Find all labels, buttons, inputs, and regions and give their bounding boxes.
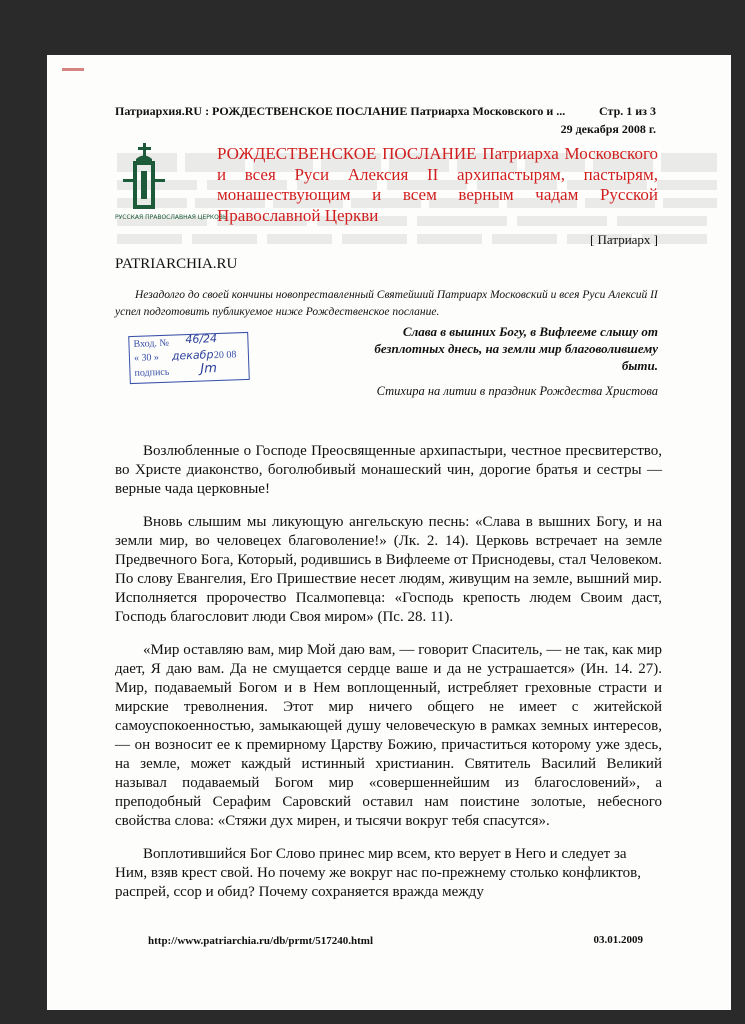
paragraph: Вновь слышим мы ликующую ангельскую песнь: «Слава в вышних Богу, и на земли мир, во человецех благоволение!» (Лк. 2. 14). Церковь встречает на земле Предвечного Бога, Который, родившись в Вифлееме от Приснодевы, стал Человеком. По слову Евангелия, Его Пришествие несет людям, живущим на земле, вышний мир. Исполняется пророчество Псалмопевца: «Господь крепость людем Своим даст, Господь благословит люди Своя миром» (Пс. 28. 11). <box>115 514 662 625</box>
stamp-day: « 30 » <box>133 352 160 364</box>
print-date: 29 декабря 2008 г. <box>560 122 656 136</box>
page-number: Стр. 1 из 3 <box>599 104 656 118</box>
print-header: Патриархия.RU : РОЖДЕСТВЕНСКОЕ ПОСЛАНИЕ Патриарха Московского и ... <box>115 104 566 118</box>
stamp-year: 20 08 <box>213 349 237 362</box>
footer-date: 03.01.2009 <box>593 934 643 946</box>
stamp-number: 46/24 <box>185 332 218 347</box>
site-name: PATRIARCHIA.RU <box>115 256 238 272</box>
epigraph: Слава в вышних Богу, в Вифлееме слышу от безплотных днесь, на земли мир благоволившему быти. <box>374 324 658 373</box>
message-body <box>115 442 662 916</box>
stamp-label-signature: подпись <box>134 366 170 379</box>
paragraph: Возлюбленные о Господе Преосвященные архипастыри, честное пресвитерство, во Христе диаконство, боголюбивый монашеский чин, дорогие братья и сестры — верные чада церковные! <box>115 443 662 497</box>
incoming-stamp <box>128 332 250 384</box>
church-logo <box>115 143 228 229</box>
epigraph-source: Стихира на литии в праздник Рождества Христова <box>376 384 658 398</box>
paragraph: «Мир оставляю вам, мир Мой даю вам, — говорит Спаситель, — не так, как мир дает, Я даю вам. Да не смущается сердце ваше и да не устрашается» (Ин. 14. 27). Мир, подаваемый Богом и в Нем воплощенный, истребляет греховные страсти и мирские треволнения. Этот мир ничего общего не имеет с житейской самоуспокоенностью, замыкающей душу человеческую в рамках земных интересов, — он возносит ее к премирному Царству Божию, причаститься которому уже здесь, на земле, может каждый истинный христианин. Святитель Василий Великий называл подаваемый Богом мир «совершеннейшим из благословений», а преподобный Серафим Саровский оставил нам поистине золотые, небесного свойства слова: «Стяжи дух мирен, и тысячи вокруг тебя спасутся». <box>115 642 662 829</box>
paragraph: Воплотившийся Бог Слово принес мир всем, кто верует в Него и следует за Ним, взяв крест свой. Но почему же вокруг нас по-прежнему столько конфликтов, распрей, ссор и обид? Почему сохраняется вражда между <box>115 846 641 900</box>
document-title: РОЖДЕСТВЕНСКОЕ ПОСЛАНИЕ Патриарха Московского и всея Руси Алексия II архипастырям, пастырям, монашествующим и всем верным чадам Русской Православной Церкви <box>217 144 658 225</box>
stamp-month: декабр <box>171 348 214 363</box>
editorial-note: Незадолго до своей кончины новопреставленный Святейший Патриарх Московский и всея Руси Алексий II успел подготовить публикуемое ниже Рождественское послание. <box>115 289 658 318</box>
stamp-signature: Jm <box>200 361 218 377</box>
document-page <box>47 55 731 1010</box>
footer-url: http://www.patriarchia.ru/db/prmt/517240.html <box>148 935 374 947</box>
stamp-label-incoming: Вход. № <box>133 337 170 350</box>
svg-text:РУССКАЯ ПРАВОСЛАВНАЯ ЦЕРКОВЬ: РУССКАЯ ПРАВОСЛАВНАЯ ЦЕРКОВЬ <box>115 214 228 221</box>
category-tag: [ Патриарх ] <box>589 232 658 247</box>
red-mark <box>62 68 84 71</box>
